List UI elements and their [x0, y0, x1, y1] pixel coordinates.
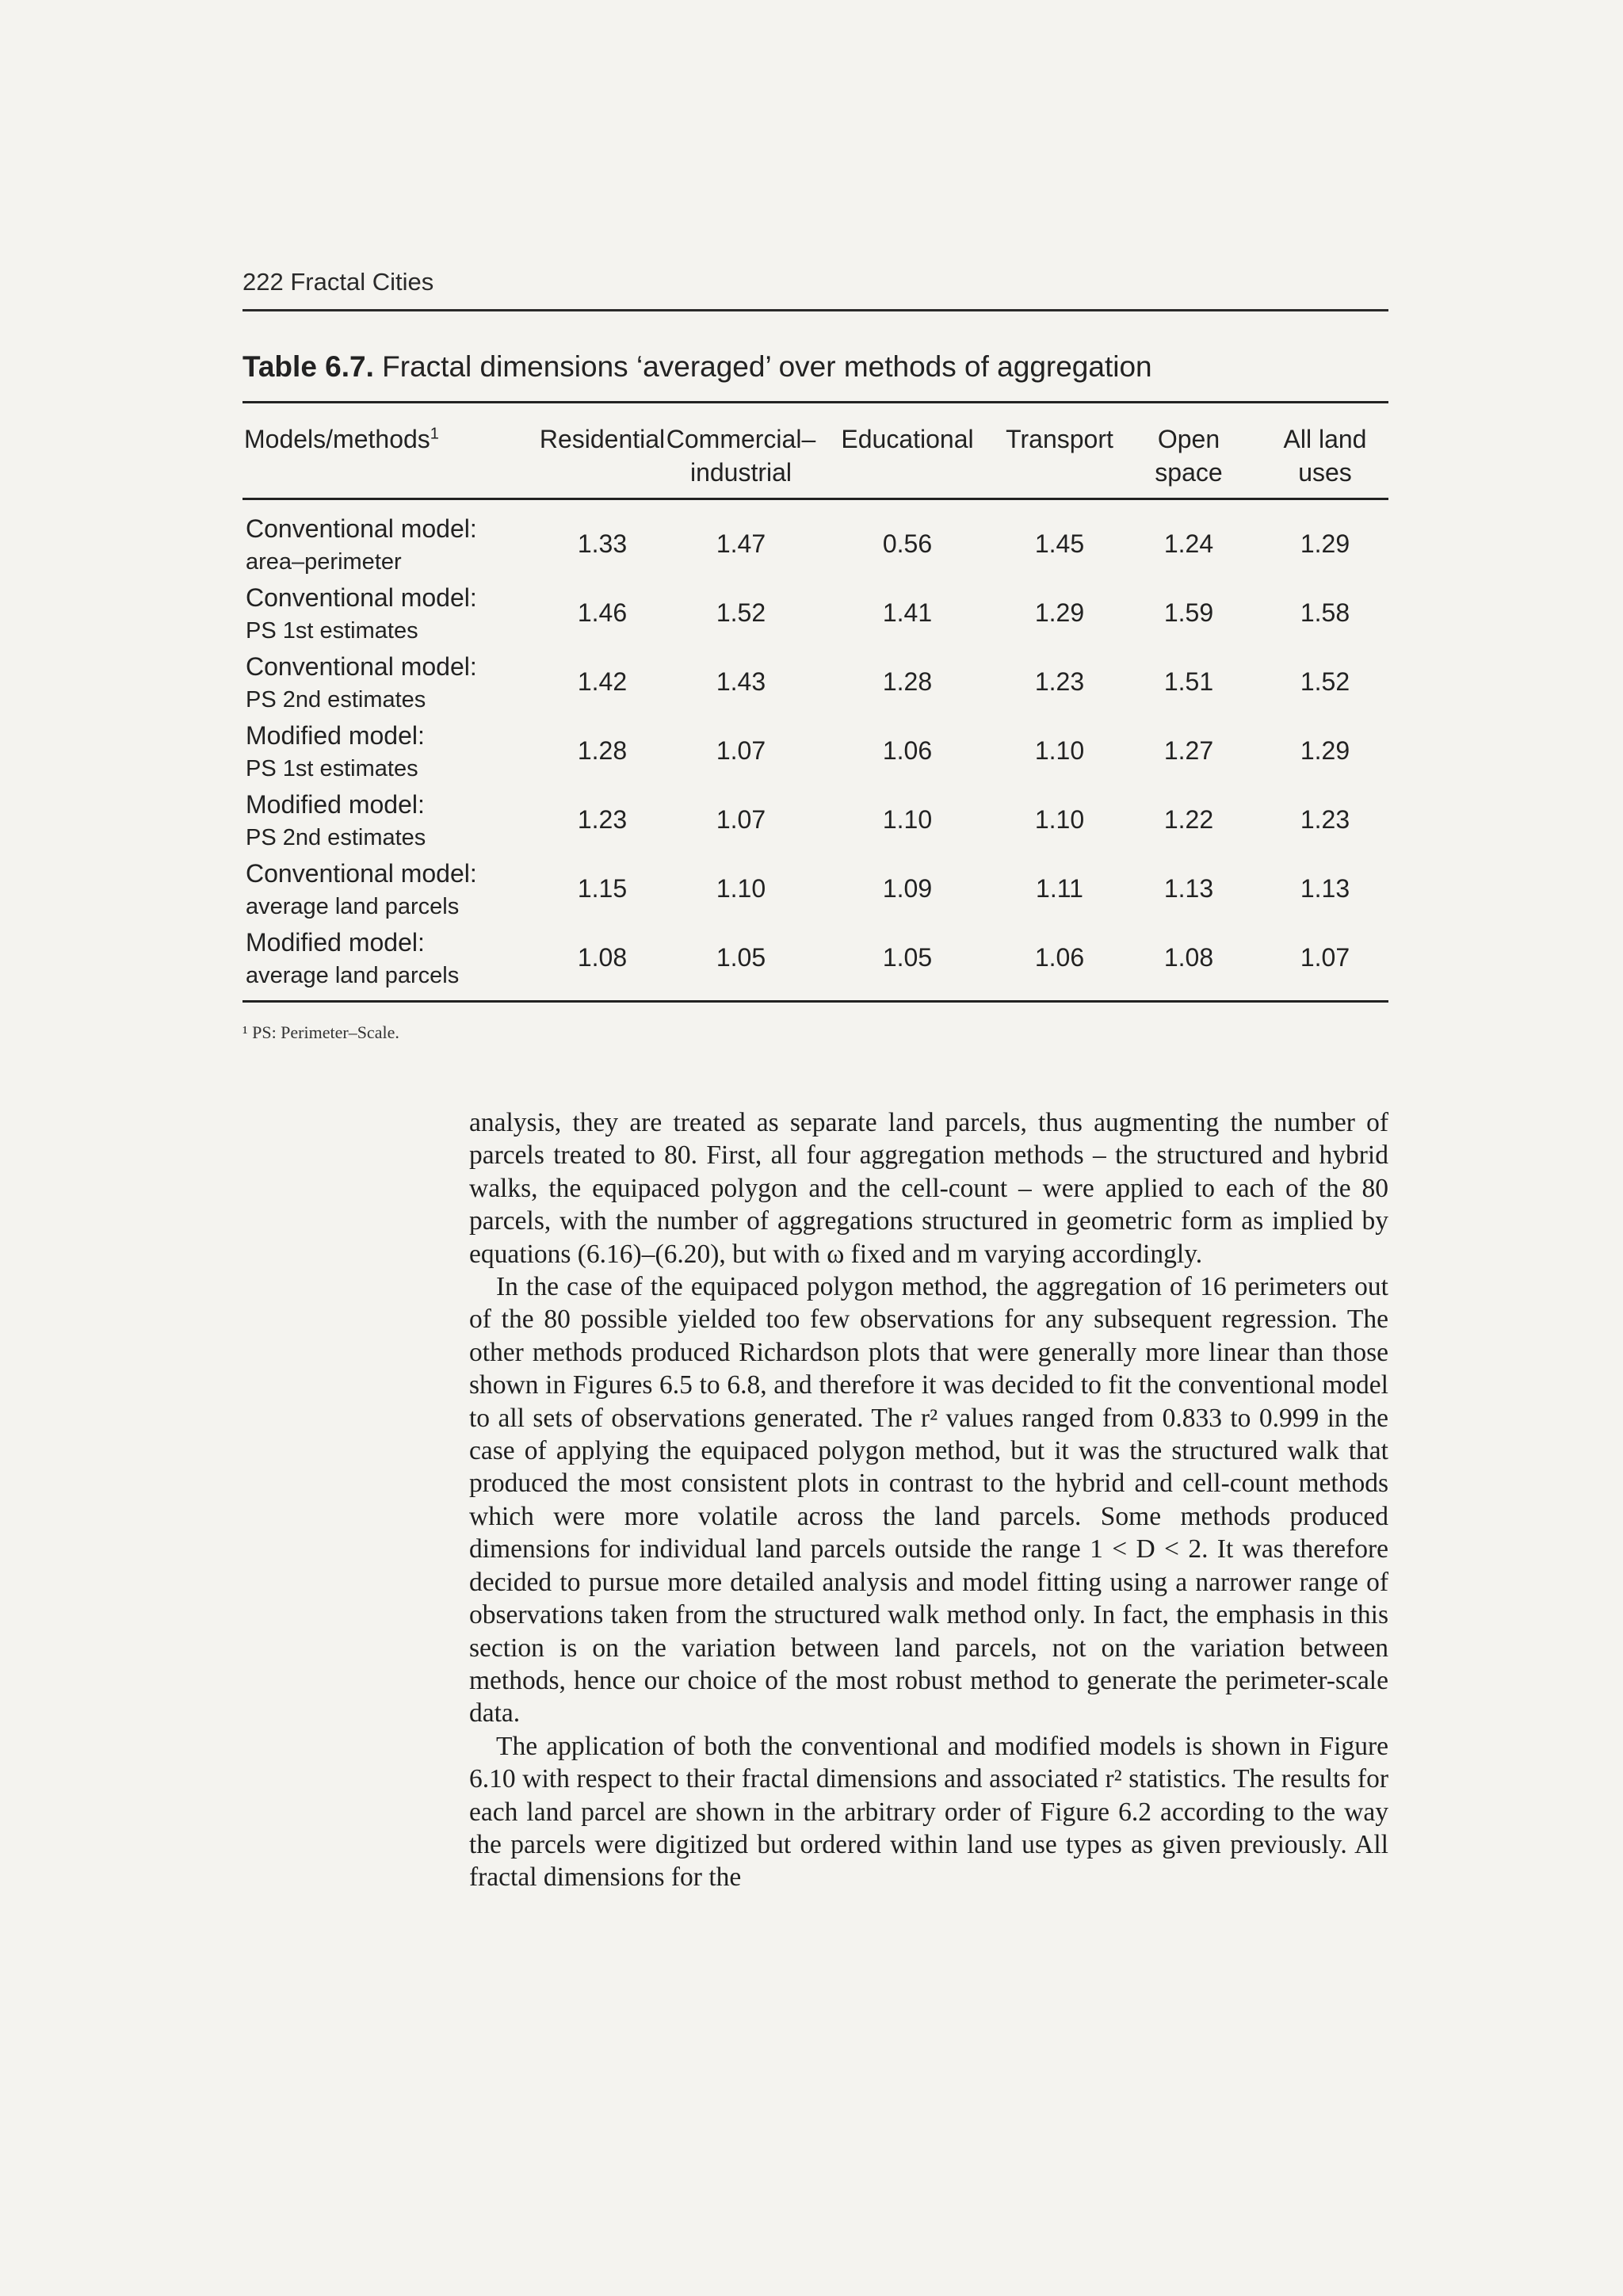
column-header-line1: Commercial–	[666, 425, 816, 453]
table-cell: 1.22	[1163, 805, 1214, 834]
table-cell: 1.09	[882, 874, 933, 903]
table-cell: 1.28	[882, 667, 933, 696]
row-label	[246, 857, 531, 923]
row-label-model: Modified model:	[246, 721, 425, 750]
table-cell: 1.27	[1163, 736, 1214, 765]
row-label	[246, 719, 531, 785]
table-cell: 1.43	[716, 667, 766, 696]
table-cell: 1.10	[716, 874, 766, 903]
row-label	[246, 512, 531, 579]
table-bottom-rule	[242, 1000, 1388, 1003]
table-cell: 1.08	[577, 943, 628, 972]
table-cell: 1.13	[1163, 874, 1214, 903]
row-label-method: PS 2nd estimates	[246, 825, 426, 850]
table-cell: 1.06	[882, 736, 933, 765]
row-label-model: Modified model:	[246, 790, 425, 819]
row-label-model: Conventional model:	[246, 859, 477, 888]
table-cell: 1.06	[1034, 943, 1085, 972]
table-cell: 1.05	[716, 943, 766, 972]
table-cell: 1.46	[577, 598, 628, 627]
table-cell: 0.56	[882, 529, 933, 558]
column-header-line1: Residential	[539, 425, 666, 453]
row-label-method: PS 1st estimates	[246, 756, 418, 781]
table-cell: 1.13	[1300, 874, 1350, 903]
table-cell: 1.10	[882, 805, 933, 834]
table-cell: 1.41	[882, 598, 933, 627]
row-label	[246, 650, 531, 716]
table-cell: 1.28	[577, 736, 628, 765]
table-cell: 1.23	[1034, 667, 1085, 696]
column-header-line1: Transport	[1006, 425, 1113, 453]
column-header-line1: Open	[1157, 425, 1220, 453]
column-header	[820, 422, 995, 456]
table-cell: 1.52	[716, 598, 766, 627]
table-top-rule	[242, 401, 1388, 403]
column-header-line2: uses	[1298, 458, 1352, 487]
row-label	[246, 581, 531, 648]
table-title	[242, 350, 1152, 384]
table-cell: 1.29	[1300, 736, 1350, 765]
table-footnote: ¹ PS: Perimeter–Scale.	[242, 1022, 399, 1042]
table-cell: 1.23	[1300, 805, 1350, 834]
table-cell: 1.10	[1034, 805, 1085, 834]
table-cell: 1.07	[1300, 943, 1350, 972]
table-cell: 1.07	[716, 805, 766, 834]
stub-header	[244, 422, 439, 456]
table-cell: 1.10	[1034, 736, 1085, 765]
table-cell: 1.42	[577, 667, 628, 696]
column-header-line1: Educational	[841, 425, 974, 453]
table-cell: 1.51	[1163, 667, 1214, 696]
paragraph-3: The application of both the conventional and modified models is shown in Figure 6.10 with respect to their fractal dimensions and associated r² statistics. The results for each land parcel are shown in the arbitrary order of Figure 6.2 according to the way the parcels were digitized but ordered within land use types as given previously. All fractal dimensions for the	[469, 1731, 1388, 1893]
table-cell: 1.47	[716, 529, 766, 558]
table-cell: 1.29	[1300, 529, 1350, 558]
table-cell: 1.59	[1163, 598, 1214, 627]
table-cell: 1.58	[1300, 598, 1350, 627]
column-header-line2: industrial	[689, 458, 792, 487]
table-cell: 1.29	[1034, 598, 1085, 627]
table-cell: 1.24	[1163, 529, 1214, 558]
row-label-method: PS 1st estimates	[246, 618, 418, 644]
row-label-model: Modified model:	[246, 928, 425, 957]
table-cell: 1.45	[1034, 529, 1085, 558]
table-cell: 1.07	[716, 736, 766, 765]
body-text	[469, 1106, 1388, 1894]
table-label: Table 6.7.	[242, 350, 374, 383]
paragraph-2: In the case of the equipaced polygon method, the aggregation of 16 perimeters out of the 80 possible yielded too few observations for any subsequent regression. The other methods produced Richardson plots that were generally more linear than those shown in Figures 6.5 to 6.8, and therefore it was decided to fit the conventional model to all sets of observations generated. The r² values ranged from 0.833 to 0.999 in the case of applying the equipaced polygon method, but it was the structured walk that produced the most consistent plots in contrast to the hybrid and cell-count methods which were more volatile across the land parcels. Some methods produced dimensions for individual land parcels outside the range 1 < D < 2. It was therefore decided to pursue more detailed analysis and model fitting using a narrower range of observations taken from the structured walk method only. In fact, the emphasis in this section is on the variation between land parcels, not on the variation between methods, hence our choice of the most robust method to generate the perimeter-scale data.	[469, 1272, 1388, 1729]
table-cell: 1.52	[1300, 667, 1350, 696]
running-head: 222 Fractal Cities	[242, 268, 434, 296]
row-label-method: area–perimeter	[246, 549, 402, 575]
footnote-mark: 1	[430, 425, 439, 443]
column-header-line2: space	[1155, 458, 1223, 487]
table-cell: 1.11	[1036, 874, 1083, 903]
stub-header-text: Models/methods	[244, 425, 430, 453]
header-rule	[242, 309, 1388, 311]
row-label-model: Conventional model:	[246, 514, 477, 543]
table-cell: 1.05	[882, 943, 933, 972]
table-caption: Fractal dimensions ‘averaged’ over methods of aggregation	[382, 350, 1152, 383]
row-label-model: Conventional model:	[246, 652, 477, 681]
row-label	[246, 788, 531, 854]
row-label-method: PS 2nd estimates	[246, 687, 426, 712]
row-label	[246, 926, 531, 992]
column-header	[1238, 422, 1412, 489]
column-header	[654, 422, 828, 489]
column-header-line1: All land	[1283, 425, 1367, 453]
table-header-rule	[242, 498, 1388, 500]
row-label-method: average land parcels	[246, 894, 460, 919]
paragraph-1: analysis, they are treated as separate land parcels, thus augmenting the number of parcels treated to 80. First, all four aggregation methods – the structured and hybrid walks, the equipaced polygon and the cell-count – were applied to each of the 80 parcels, with the number of aggregations structured in geometric form as implied by equations (6.16)–(6.20), but with ω fixed and m varying accordingly.	[469, 1108, 1388, 1269]
table-cell: 1.15	[577, 874, 628, 903]
row-label-model: Conventional model:	[246, 583, 477, 612]
table-cell: 1.08	[1163, 943, 1214, 972]
row-label-method: average land parcels	[246, 963, 460, 988]
table-cell: 1.33	[577, 529, 628, 558]
table-cell: 1.23	[577, 805, 628, 834]
